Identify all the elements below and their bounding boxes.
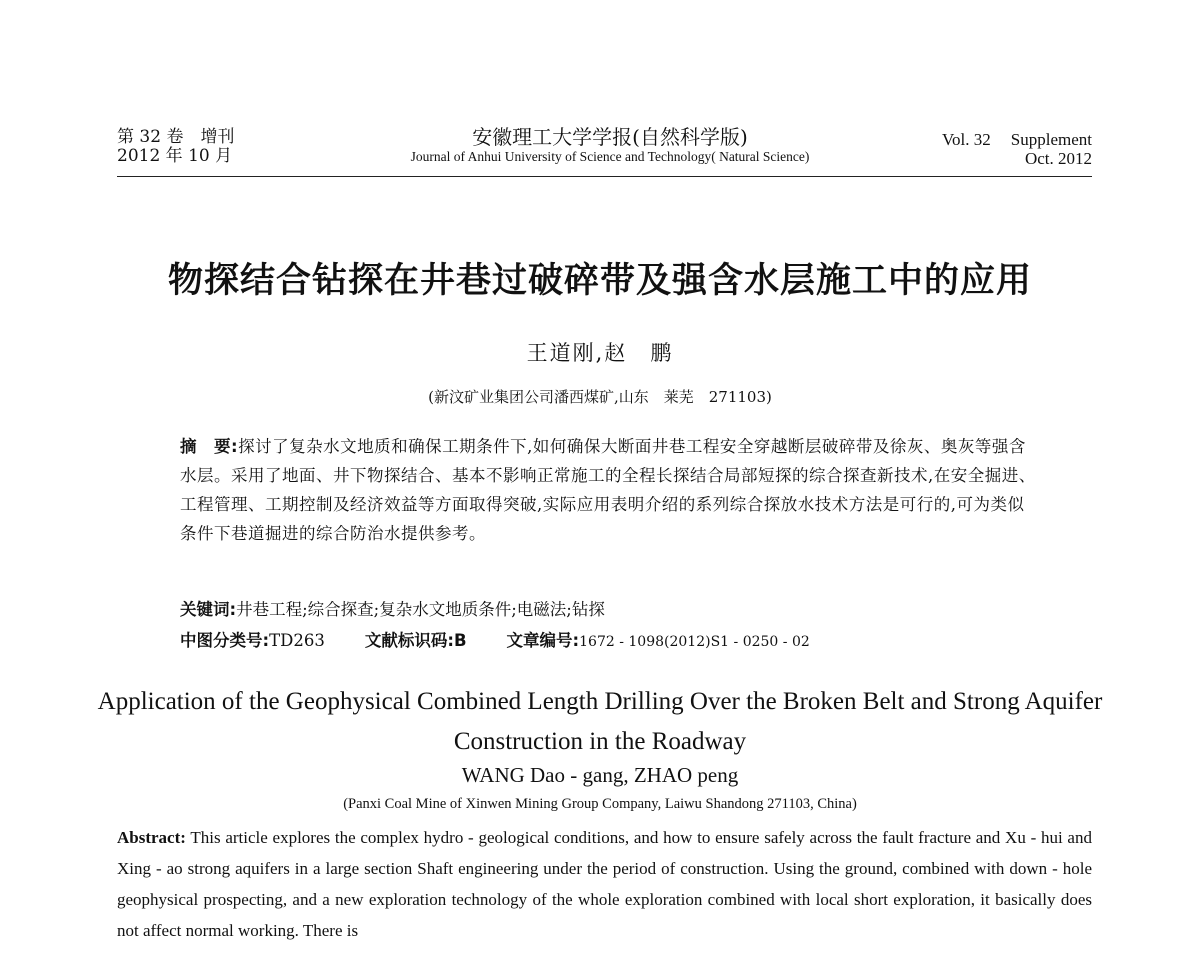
journal-name-en: Journal of Anhui University of Science and Technology( Natural Science) <box>410 149 810 164</box>
journal-name <box>330 126 890 166</box>
abstract-en-text: This article explores the complex hydro - geological conditions, and how to ensure safely across the fault fracture and Xu - hui and Xing - ao strong aquifers in a large section Shaft engineering under the period of construction. Using the ground, combined with down - hole geophysical prospecting, and a new exploration technology of the whole exploration combined with local short exploration, it basically does not affect normal working. There is <box>117 828 1092 940</box>
doc-code-value: B <box>453 631 467 650</box>
article-no-value: 1672 - 1098(2012)S1 - 0250 - 02 <box>579 634 810 650</box>
header-issue-info <box>117 128 234 166</box>
abstract-cn-label: 摘 要: <box>180 437 239 456</box>
abstract-en-label: Abstract: <box>117 828 186 847</box>
affiliation-en: (Panxi Coal Mine of Xinwen Mining Group Company, Laiwu Shandong 271103, China) <box>343 796 857 812</box>
header-rule <box>117 176 1092 177</box>
affiliation-cn: (新汶矿业集团公司潘西煤矿,山东 莱芜 271103) <box>428 388 772 406</box>
title-cn: 物探结合钻探在井巷过破碎带及强含水层施工中的应用 <box>167 261 1032 301</box>
doc-code-label: 文献标识码: <box>364 631 454 650</box>
title-en: Application of the Geophysical Combined Length Drilling Over the Broken Belt and Strong Aquifer Construction in the Roadway <box>97 688 1103 755</box>
header-volume: 第 32 卷 增刊 <box>117 127 235 147</box>
abstract-en <box>117 822 1092 946</box>
authors-cn: 王道刚,赵 鹏 <box>526 341 674 365</box>
authors-en: WANG Dao - gang, ZHAO peng <box>461 763 739 787</box>
header-supplement: Supplement <box>1010 130 1092 149</box>
clc-value: TD263 <box>269 631 325 650</box>
keywords-text: 井巷工程;综合探查;复杂水文地质条件;电磁法;钻探 <box>236 600 605 619</box>
classification-line <box>180 627 810 651</box>
header-issue-info-en <box>942 130 1092 168</box>
keywords-label: 关键词: <box>180 600 237 619</box>
abstract-cn-text: 探讨了复杂水文地质和确保工期条件下,如何确保大断面井巷工程安全穿越断层破碎带及徐灰、奥灰等强含水层。采用了地面、井下物探结合、基本不影响正常施工的全程长探结合局部短探的综合探查新技术,在安全掘进、工程管理、工期控制及经济效益等方面取得突破,实际应用表明介绍的系列综合探放水技术方法是可行的,可为类似条件下巷道掘进的综合防治水提供参考。 <box>180 437 1036 543</box>
header-date-en: Oct. 2012 <box>1024 149 1092 168</box>
keywords <box>180 596 605 620</box>
header-vol: Vol. 32 <box>941 130 991 149</box>
clc-label: 中图分类号: <box>180 631 270 650</box>
journal-name-cn: 安徽理工大学学报(自然科学版) <box>472 125 748 149</box>
abstract-cn <box>180 432 1040 548</box>
article-no-label: 文章编号: <box>506 631 580 650</box>
header-date-cn: 2012 年 10 月 <box>117 146 233 166</box>
